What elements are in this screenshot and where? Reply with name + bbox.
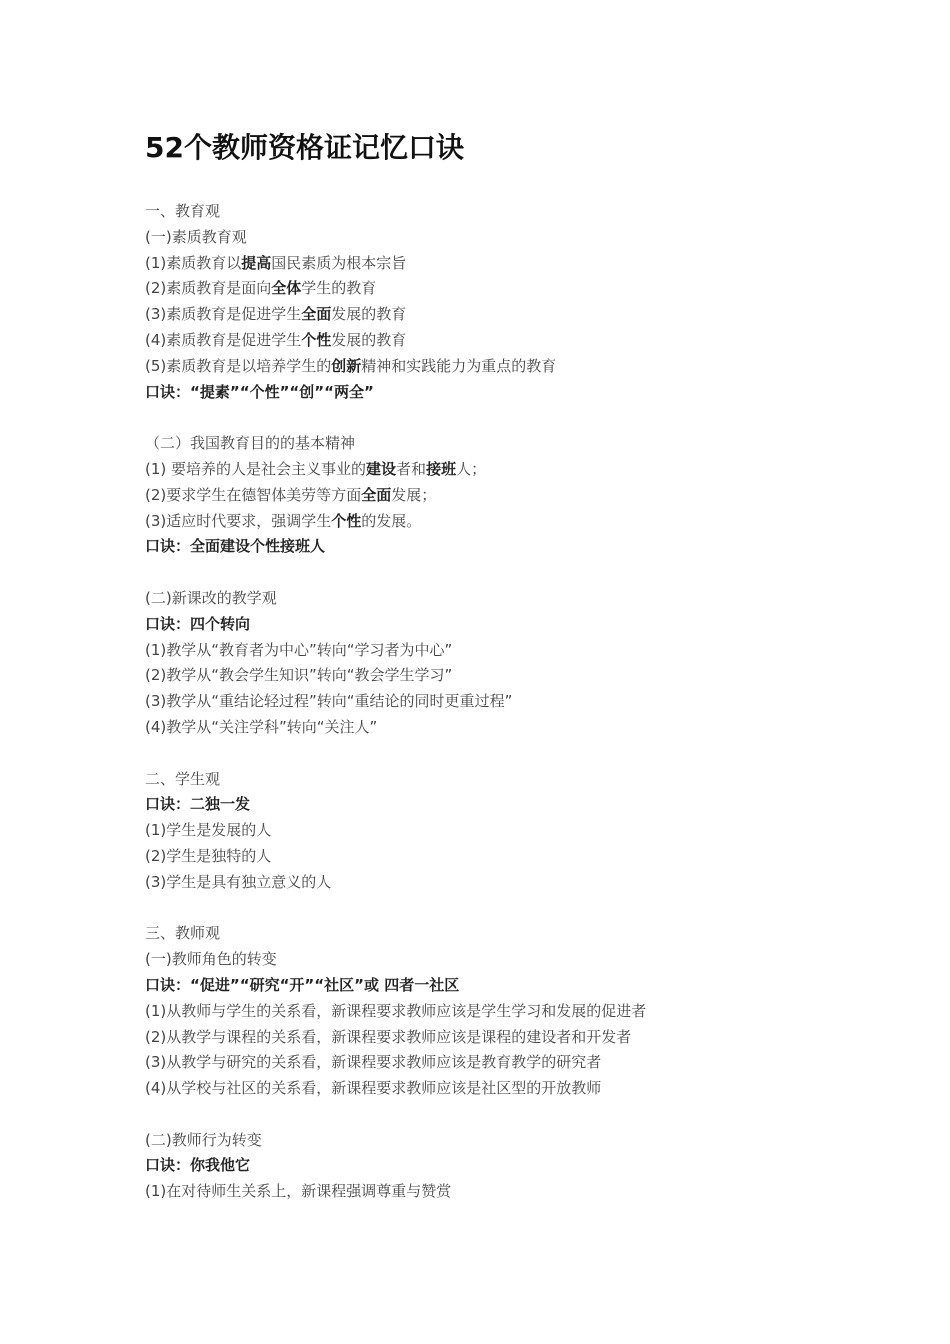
text-line [145,354,905,380]
text-segment: (3)适应时代要求，强调学生 [145,511,332,530]
text-segment: 国民素质为根本宗旨 [271,253,407,272]
text-segment: 者和 [396,459,427,478]
text-segment: 的发展。 [361,511,422,530]
text-segment: 口诀：二独一发 [145,795,251,814]
text-line [145,509,905,535]
text-line [145,689,905,715]
text-line [145,457,905,483]
text-segment: (5)素质教育是以培养学生的 [145,356,332,375]
text-segment: 口诀：“促进”“研究“开”“社区”或 四者一社区 [145,975,460,994]
text-segment: 发展的教育 [331,305,407,324]
mnemonic-line [145,1153,905,1179]
text-segment: (二)教师行为转变 [145,1130,262,1149]
text-line [145,251,905,277]
text-segment: (2)教学从“教会学生知识”转向“教会学生学习” [145,666,453,685]
text-segment: 发展的教育 [331,330,407,349]
text-segment: 口诀：全面建设个性接班人 [145,537,326,556]
text-line [145,199,905,225]
text-line [145,947,905,973]
text-line [145,1050,905,1076]
page-title: 52个教师资格证记忆口诀 [145,131,464,164]
emphasis-text: 提高 [241,253,272,272]
text-segment: (1)从教师与学生的关系看，新课程要求教师应该是学生学习和发展的促进者 [145,1001,647,1020]
mnemonic-line [145,380,905,406]
text-segment: (二)新课改的教学观 [145,588,277,607]
text-segment: (2)素质教育是面向 [145,279,272,298]
text-segment: (1)学生是发展的人 [145,821,272,840]
text-segment: (一)素质教育观 [145,227,247,246]
text-line [145,1128,905,1154]
text-segment: (4)教学从“关注学科”转向“关注人” [145,717,378,736]
text-line [145,844,905,870]
document-body [145,199,905,1205]
text-segment: 二、学生观 [145,769,221,788]
text-line [145,276,905,302]
text-segment: (2)从教学与课程的关系看，新课程要求教师应该是课程的建设者和开发者 [145,1027,632,1046]
text-segment: (3)素质教育是促进学生 [145,305,302,324]
text-segment: 人； [456,459,487,478]
mnemonic-line [145,534,905,560]
text-line [145,818,905,844]
text-segment: 发展； [391,485,437,504]
text-segment: (1)素质教育以 [145,253,242,272]
text-line [145,767,905,793]
text-line [145,328,905,354]
text-segment: (1)在对待师生关系上，新课程强调尊重与赞赏 [145,1182,452,1201]
text-segment: 一、教育观 [145,202,221,220]
text-segment: (1)教学从“教育者为中心”转向“学习者为中心” [145,640,453,659]
text-line [145,586,905,612]
text-line [145,715,905,741]
text-segment: （二）我国教育目的的基本精神 [145,434,356,453]
text-segment: (3)教学从“重结论轻过程”转向“重结论的同时更重过程” [145,692,513,711]
emphasis-text: 全面 [361,485,392,504]
text-segment: 口诀：四个转向 [145,614,251,633]
emphasis-text: 接班 [426,459,457,478]
text-segment: (4)素质教育是促进学生 [145,330,302,349]
text-line [145,431,905,457]
blank-line [145,405,905,431]
text-segment: (3)从教学与研究的关系看，新课程要求教师应该是教育教学的研究者 [145,1053,602,1072]
text-line [145,663,905,689]
text-segment: 口诀：你我他它 [145,1156,251,1175]
emphasis-text: 个性 [331,511,362,530]
text-segment: 口诀：“提素”“个性”“创”“两全” [145,382,374,401]
mnemonic-line [145,792,905,818]
text-segment: 三、教师观 [145,924,221,943]
text-segment: (2)要求学生在德智体美劳等方面 [145,485,362,504]
emphasis-text: 全面 [301,305,332,324]
text-line [145,921,905,947]
text-line [145,999,905,1025]
text-segment: (2)学生是独特的人 [145,846,272,865]
text-segment: (3)学生是具有独立意义的人 [145,872,332,891]
text-segment: (一)教师角色的转变 [145,950,277,969]
text-line [145,225,905,251]
blank-line [145,741,905,767]
blank-line [145,1102,905,1128]
text-line [145,1179,905,1205]
text-segment: (4)从学校与社区的关系看，新课程要求教师应该是社区型的开放教师 [145,1079,602,1098]
emphasis-text: 全体 [271,279,302,298]
mnemonic-line [145,612,905,638]
emphasis-text: 个性 [301,330,332,349]
text-line [145,870,905,896]
text-line [145,1076,905,1102]
text-line [145,1025,905,1051]
blank-line [145,560,905,586]
text-segment: 精神和实践能力为重点的教育 [361,356,557,375]
text-segment: 学生的教育 [301,279,377,298]
text-line [145,638,905,664]
text-line [145,483,905,509]
text-segment: (1) 要培养的人是社会主义事业的 [145,459,367,478]
mnemonic-line [145,973,905,999]
text-line [145,302,905,328]
blank-line [145,896,905,922]
emphasis-text: 创新 [331,356,362,375]
emphasis-text: 建设 [366,459,397,478]
